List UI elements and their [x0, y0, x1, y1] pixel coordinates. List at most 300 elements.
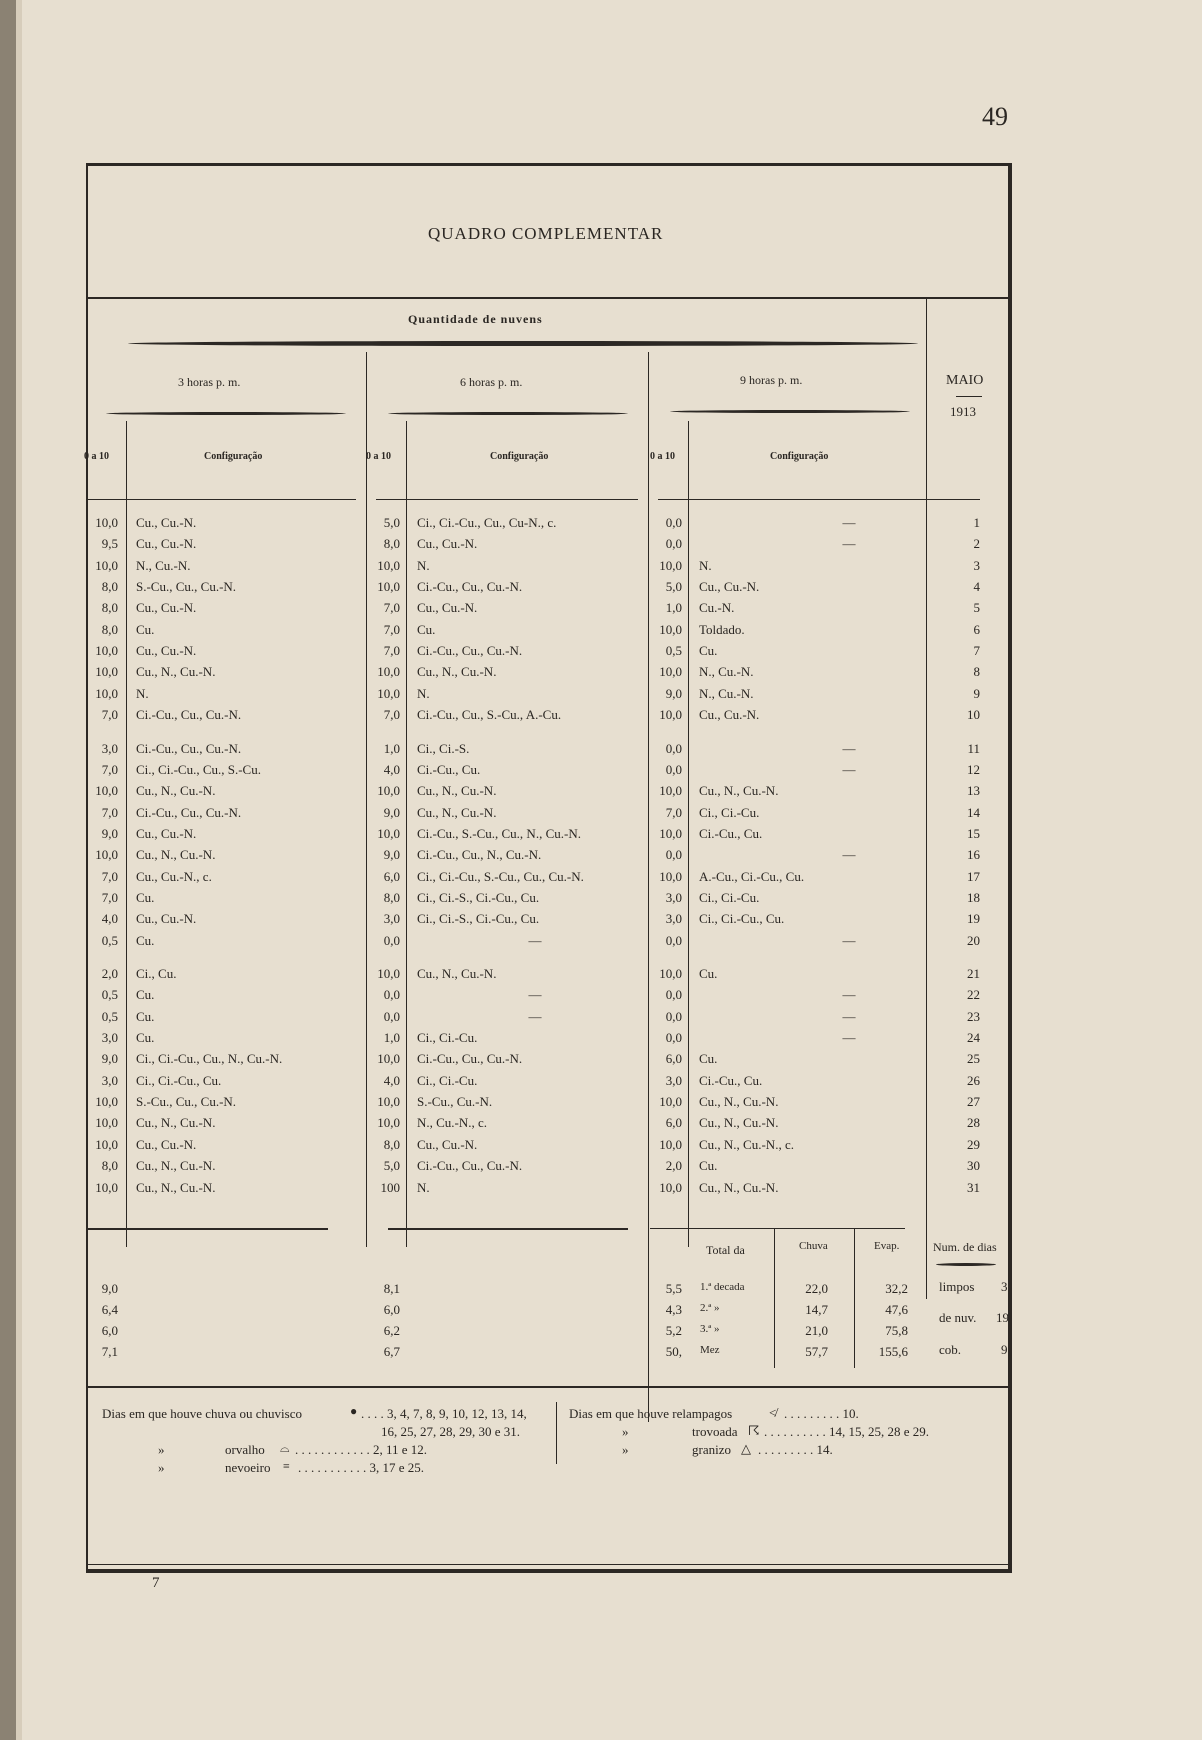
scale-3pm: 10,0 — [95, 783, 118, 799]
config-3pm: Ci.-Cu., Cu., Cu.-N. — [136, 804, 242, 820]
rain-icon: ● — [350, 1404, 358, 1418]
config-6pm: — — [528, 1008, 542, 1024]
scale-3pm: 10,0 — [95, 1136, 118, 1152]
day: 10 — [967, 707, 980, 723]
scale-9pm: 0,0 — [665, 515, 682, 530]
avg-6pm: 8,1 — [383, 1281, 400, 1296]
period-label: 2.ª » — [700, 1302, 720, 1314]
scale-3pm: 0,5 — [101, 1008, 118, 1024]
config-9pm: Ci.-Cu., Cu. — [699, 825, 763, 841]
config-6pm: Ci.-Cu., S.-Cu., Cu., N., Cu.-N. — [417, 825, 581, 841]
rain-total: 57,7 — [805, 1344, 828, 1359]
scale-6pm: 7,0 — [383, 600, 400, 616]
scale-6pm: 10,0 — [377, 783, 400, 799]
page-edge — [16, 0, 22, 1740]
config-3pm: Cu., Cu.-N. — [136, 911, 197, 927]
scale-6pm: 8,0 — [383, 536, 400, 552]
config-6pm: Ci.-Cu., Cu., N., Cu.-N. — [417, 847, 542, 863]
config-6pm: Cu. — [417, 621, 436, 637]
config-3pm: Cu., N., Cu.-N. — [136, 664, 216, 680]
signature-number: 7 — [152, 1575, 160, 1591]
scale-6pm: 10,0 — [377, 1094, 400, 1110]
scale-6pm: 0,0 — [383, 932, 400, 948]
config-9pm: — — [842, 1030, 856, 1046]
col-divider-3 — [688, 421, 689, 1247]
avg-6pm: 6,7 — [383, 1344, 400, 1359]
scale-6pm: 1,0 — [383, 740, 400, 756]
config-9pm: — — [842, 932, 856, 948]
config-3pm: Ci., Ci.-Cu., Cu., N., Cu.-N. — [136, 1051, 283, 1067]
day: 6 — [973, 621, 980, 637]
scale-3pm: 10,0 — [95, 515, 118, 530]
config-6pm: Ci., Ci.-S. — [417, 740, 470, 756]
scale-6pm: 7,0 — [383, 643, 400, 659]
scale-6pm: 7,0 — [383, 707, 400, 723]
foot-rule-1 — [88, 1228, 328, 1230]
col-scale-1: 0 a 10 — [84, 451, 109, 462]
day: 14 — [967, 804, 980, 820]
avg-3pm: 6,0 — [101, 1323, 118, 1338]
group-divider-2 — [648, 352, 649, 1422]
scale-3pm: 7,0 — [101, 804, 118, 820]
period-label: 3.ª » — [700, 1323, 720, 1335]
config-3pm: Ci.-Cu., Cu., Cu.-N. — [136, 740, 242, 756]
head-rule-3 — [658, 499, 980, 500]
evap-total: 47,6 — [885, 1302, 908, 1317]
config-9pm: Cu., Cu.-N. — [699, 707, 760, 723]
scale-3pm: 8,0 — [101, 621, 118, 637]
scale-3pm: 10,0 — [95, 557, 118, 573]
config-3pm: Cu. — [136, 987, 155, 1003]
scale-9pm: 2,0 — [665, 1158, 682, 1174]
day: 18 — [967, 889, 980, 905]
day: 23 — [967, 1008, 980, 1024]
period-rule-2 — [388, 412, 628, 415]
fog-label: nevoeiro — [225, 1460, 271, 1475]
config-6pm: N. — [417, 685, 430, 701]
config-9pm: N. — [699, 557, 712, 573]
rain-total: 14,7 — [805, 1302, 828, 1317]
scale-3pm: 10,0 — [95, 685, 118, 701]
scale-9pm: 9,0 — [665, 685, 682, 701]
config-9pm: — — [842, 536, 856, 552]
scale-6pm: 100 — [380, 1179, 400, 1195]
scale-9pm: 0,0 — [665, 536, 682, 552]
scale-3pm: 3,0 — [101, 1030, 118, 1046]
scale-6pm: 5,0 — [383, 1158, 400, 1174]
days-cloudy-value: 19 — [996, 1310, 1009, 1325]
days-clear-label: limpos — [939, 1279, 975, 1294]
day: 12 — [967, 761, 980, 777]
config-6pm: Ci.-Cu., Cu. — [417, 761, 481, 777]
thunder-quote: » — [622, 1424, 629, 1439]
scale-6pm: 10,0 — [377, 825, 400, 841]
dew-values: . . . . . . . . . . . . 2, 11 e 12. — [295, 1442, 428, 1457]
scale-9pm: 3,0 — [665, 911, 682, 927]
title-rule — [88, 297, 1010, 299]
config-9pm: — — [842, 740, 856, 756]
scale-9pm: 0,0 — [665, 847, 682, 863]
config-3pm: Cu. — [136, 889, 155, 905]
scale-6pm: 8,0 — [383, 889, 400, 905]
day: 17 — [967, 868, 980, 884]
scale-3pm: 3,0 — [101, 1072, 118, 1088]
config-6pm: Ci.-Cu., Cu., Cu.-N. — [417, 1051, 523, 1067]
config-6pm: Cu., Cu.-N. — [417, 1136, 478, 1152]
scale-9pm: 6,0 — [665, 1115, 682, 1131]
config-3pm: N. — [136, 685, 149, 701]
config-6pm: Ci., Ci.-S., Ci.-Cu., Cu. — [417, 911, 540, 927]
table-title: QUADRO COMPLEMENTAR — [428, 224, 664, 243]
avg-9pm: 5,2 — [665, 1323, 682, 1338]
head-rule-1 — [88, 499, 356, 500]
day: 9 — [973, 685, 980, 701]
thunder-icon: ☈ — [748, 1423, 760, 1438]
days-overcast-label: cob. — [939, 1342, 962, 1357]
config-9pm: — — [842, 987, 856, 1003]
scale-6pm: 10,0 — [377, 664, 400, 680]
config-9pm: — — [842, 515, 856, 530]
config-6pm: Ci., Ci.-S., Ci.-Cu., Cu. — [417, 889, 540, 905]
page-number: 49 — [982, 102, 1008, 131]
day: 5 — [973, 600, 980, 616]
day: 27 — [967, 1094, 980, 1110]
config-3pm: Cu., N., Cu.-N. — [136, 1115, 216, 1131]
avg-9pm: 5,5 — [665, 1281, 682, 1296]
scale-9pm: 10,0 — [659, 783, 682, 799]
scale-9pm: 10,0 — [659, 1136, 682, 1152]
scale-3pm: 10,0 — [95, 1115, 118, 1131]
day: 24 — [967, 1030, 980, 1046]
scale-6pm: 6,0 — [383, 868, 400, 884]
scale-9pm: 10,0 — [659, 825, 682, 841]
rain-days-values: . . . . 3, 4, 7, 8, 9, 10, 12, 13, 14, — [361, 1406, 527, 1421]
table-frame — [86, 163, 1012, 1573]
period-label: 1.ª decada — [700, 1281, 745, 1293]
period-label: Mez — [700, 1344, 720, 1356]
scale-9pm: 10,0 — [659, 1094, 682, 1110]
day: 19 — [967, 911, 980, 927]
day: 3 — [973, 557, 980, 573]
dew-quote: » — [158, 1442, 165, 1457]
evap-total: 155,6 — [878, 1344, 908, 1359]
col-config-3: Configuração — [770, 451, 829, 462]
scale-3pm: 10,0 — [95, 664, 118, 680]
config-3pm: Ci., Ci.-Cu., Cu., S.-Cu. — [136, 761, 261, 777]
scale-6pm: 8,0 — [383, 1136, 400, 1152]
inner-bottom-rule — [88, 1564, 1010, 1565]
config-3pm: Cu., Cu.-N. — [136, 643, 197, 659]
day: 7 — [973, 643, 980, 659]
config-3pm: Cu., Cu.-N. — [136, 536, 197, 552]
col-scale-2: 0 a 10 — [366, 451, 391, 462]
config-9pm: N., Cu.-N. — [699, 685, 754, 701]
col-scale-3: 0 a 10 — [650, 451, 675, 462]
config-3pm: Cu., Cu.-N. — [136, 825, 197, 841]
config-6pm: Ci.-Cu., Cu., S.-Cu., A.-Cu. — [417, 707, 562, 723]
config-9pm: N., Cu.-N. — [699, 664, 754, 680]
scale-9pm: 3,0 — [665, 1072, 682, 1088]
rain-days-cont: 16, 25, 27, 28, 29, 30 e 31. — [381, 1424, 521, 1439]
config-9pm: Ci., Ci.-Cu. — [699, 889, 760, 905]
scale-9pm: 10,0 — [659, 621, 682, 637]
month-label: MAIO — [946, 373, 984, 388]
config-9pm: Toldado. — [699, 621, 745, 637]
dew-icon: ⌓ — [280, 1441, 290, 1455]
config-9pm: — — [842, 847, 856, 863]
config-9pm: Cu., N., Cu.-N. — [699, 1115, 779, 1131]
avg-6pm: 6,0 — [383, 1302, 400, 1317]
foot-rule-2 — [388, 1228, 628, 1230]
config-6pm: Cu., Cu.-N. — [417, 600, 478, 616]
day: 30 — [967, 1158, 980, 1174]
total-da-header: Total da — [706, 1243, 745, 1257]
hail-label: granizo — [692, 1442, 731, 1457]
avg-3pm: 9,0 — [101, 1281, 118, 1296]
scale-9pm: 10,0 — [659, 1179, 682, 1195]
day: 21 — [967, 966, 980, 981]
fog-values: . . . . . . . . . . . 3, 17 e 25. — [298, 1460, 425, 1475]
scale-3pm: 0,5 — [101, 932, 118, 948]
chuva-header: Chuva — [799, 1240, 828, 1252]
scale-3pm: 8,0 — [101, 600, 118, 616]
config-6pm: Cu., Cu.-N. — [417, 536, 478, 552]
day: 15 — [967, 825, 980, 841]
thunder-values: . . . . . . . . . . 14, 15, 25, 28 e 29. — [764, 1424, 930, 1439]
config-3pm: Cu. — [136, 1030, 155, 1046]
scale-6pm: 0,0 — [383, 1008, 400, 1024]
config-9pm: — — [842, 1008, 856, 1024]
totals-divider-1 — [774, 1228, 775, 1368]
period-rule-3 — [670, 410, 910, 413]
hail-icon: △ — [741, 1441, 751, 1456]
scale-9pm: 6,0 — [665, 1051, 682, 1067]
scale-6pm: 10,0 — [377, 966, 400, 981]
scale-3pm: 7,0 — [101, 761, 118, 777]
config-6pm: Cu., N., Cu.-N. — [417, 966, 497, 981]
period-3pm: 3 horas p. m. — [178, 375, 241, 389]
scale-6pm: 4,0 — [383, 761, 400, 777]
config-9pm: Cu. — [699, 1051, 718, 1067]
config-3pm: Cu., N., Cu.-N. — [136, 783, 216, 799]
lightning-label: Dias em que houve relampagos — [569, 1406, 733, 1421]
scale-3pm: 9,0 — [101, 1051, 118, 1067]
config-6pm: Ci.-Cu., Cu., Cu.-N. — [417, 579, 523, 595]
scale-9pm: 0,0 — [665, 761, 682, 777]
config-3pm: Cu. — [136, 932, 155, 948]
clouds-heading: Quantidade de nuvens — [408, 312, 543, 326]
config-3pm: Ci.-Cu., Cu., Cu.-N. — [136, 707, 242, 723]
config-6pm: — — [528, 932, 542, 948]
rain-total: 21,0 — [805, 1323, 828, 1338]
day: 28 — [967, 1115, 980, 1131]
days-clear-value: 3 — [1001, 1279, 1008, 1294]
rain-days-label: Dias em que houve chuva ou chuvisco — [102, 1406, 303, 1421]
day: 31 — [967, 1179, 980, 1195]
day: 22 — [967, 987, 980, 1003]
scale-9pm: 0,0 — [665, 1030, 682, 1046]
config-6pm: Cu., N., Cu.-N. — [417, 804, 497, 820]
col-config-1: Configuração — [204, 451, 263, 462]
scale-6pm: 9,0 — [383, 847, 400, 863]
config-6pm: — — [528, 987, 542, 1003]
scale-3pm: 7,0 — [101, 707, 118, 723]
clouds-rule — [128, 341, 918, 346]
config-3pm: Ci., Cu. — [136, 966, 177, 981]
fog-icon: ≡ — [283, 1459, 290, 1473]
avg-3pm: 6,4 — [101, 1302, 118, 1317]
scale-6pm: 9,0 — [383, 804, 400, 820]
scale-6pm: 4,0 — [383, 1072, 400, 1088]
scale-3pm: 0,5 — [101, 987, 118, 1003]
config-3pm: S.-Cu., Cu., Cu.-N. — [136, 1094, 237, 1110]
config-3pm: Cu., Cu.-N. — [136, 515, 197, 530]
scale-9pm: 3,0 — [665, 889, 682, 905]
group-divider-1 — [366, 352, 367, 1247]
avg-6pm: 6,2 — [383, 1323, 400, 1338]
evap-header: Evap. — [874, 1240, 900, 1252]
avg-9pm: 4,3 — [665, 1302, 682, 1317]
scale-6pm: 10,0 — [377, 579, 400, 595]
config-9pm: Cu., N., Cu.-N. — [699, 1179, 779, 1195]
num-dias-rule — [936, 1263, 996, 1266]
scale-3pm: 10,0 — [95, 847, 118, 863]
scale-3pm: 10,0 — [95, 643, 118, 659]
config-6pm: Cu., N., Cu.-N. — [417, 664, 497, 680]
year-label: 1913 — [950, 404, 976, 419]
foot-rule-3 — [650, 1228, 905, 1229]
config-6pm: N. — [417, 557, 430, 573]
config-9pm: — — [842, 761, 856, 777]
days-overcast-value: 9 — [1001, 1342, 1008, 1357]
config-3pm: S.-Cu., Cu., Cu.-N. — [136, 579, 237, 595]
config-9pm: Cu.-N. — [699, 600, 735, 616]
lightning-icon: ≮ — [769, 1405, 777, 1420]
scale-3pm: 4,0 — [101, 911, 118, 927]
avg-3pm: 7,1 — [101, 1344, 118, 1359]
config-9pm: Cu., Cu.-N. — [699, 579, 760, 595]
config-3pm: Cu. — [136, 621, 155, 637]
scale-6pm: 10,0 — [377, 685, 400, 701]
period-6pm: 6 horas p. m. — [460, 375, 523, 389]
lightning-values: . . . . . . . . . 10. — [784, 1406, 859, 1421]
scale-9pm: 10,0 — [659, 868, 682, 884]
config-9pm: A.-Cu., Ci.-Cu., Cu. — [699, 868, 805, 884]
col-divider-1 — [126, 421, 127, 1247]
scale-3pm: 9,0 — [101, 825, 118, 841]
config-3pm: Cu., N., Cu.-N. — [136, 1179, 216, 1195]
scale-6pm: 0,0 — [383, 987, 400, 1003]
config-3pm: Cu., N., Cu.-N. — [136, 847, 216, 863]
config-9pm: Ci.-Cu., Cu. — [699, 1072, 763, 1088]
config-3pm: Cu., N., Cu.-N. — [136, 1158, 216, 1174]
scale-3pm: 9,5 — [101, 536, 118, 552]
config-6pm: N. — [417, 1179, 430, 1195]
config-9pm: Cu. — [699, 966, 718, 981]
scale-3pm: 8,0 — [101, 579, 118, 595]
config-6pm: Ci., Ci.-Cu., S.-Cu., Cu., Cu.-N. — [417, 868, 584, 884]
day: 20 — [967, 932, 980, 948]
config-3pm: Ci., Ci.-Cu., Cu. — [136, 1072, 222, 1088]
book-spine — [0, 0, 16, 1740]
scale-9pm: 10,0 — [659, 664, 682, 680]
notes-divider — [556, 1402, 557, 1464]
period-rule-1 — [106, 412, 346, 415]
scale-9pm: 0,0 — [665, 740, 682, 756]
thunder-label: trovoada — [692, 1424, 738, 1439]
head-rule-2 — [376, 499, 638, 500]
config-3pm: Cu., Cu.-N. — [136, 600, 197, 616]
config-9pm: Cu., N., Cu.-N., c. — [699, 1136, 794, 1152]
notes-rule — [88, 1386, 1010, 1388]
scale-9pm: 10,0 — [659, 707, 682, 723]
config-6pm: N., Cu.-N., c. — [417, 1115, 488, 1131]
day: 2 — [973, 536, 980, 552]
scale-6pm: 10,0 — [377, 1051, 400, 1067]
config-3pm: Cu., Cu.-N. — [136, 1136, 197, 1152]
evap-total: 32,2 — [885, 1281, 908, 1296]
scale-9pm: 0,0 — [665, 987, 682, 1003]
day: 8 — [973, 664, 980, 680]
config-6pm: Ci., Ci.-Cu. — [417, 1030, 478, 1046]
scale-9pm: 0,0 — [665, 932, 682, 948]
config-9pm: Cu. — [699, 643, 718, 659]
day: 29 — [967, 1136, 980, 1152]
day: 26 — [967, 1072, 980, 1088]
scale-6pm: 3,0 — [383, 911, 400, 927]
month-rule — [956, 396, 982, 397]
fog-quote: » — [158, 1460, 165, 1475]
config-6pm: S.-Cu., Cu.-N. — [417, 1094, 493, 1110]
day: 16 — [967, 847, 980, 863]
scale-9pm: 1,0 — [665, 600, 682, 616]
rain-total: 22,0 — [805, 1281, 828, 1296]
config-6pm: Ci.-Cu., Cu., Cu.-N. — [417, 1158, 523, 1174]
scale-9pm: 10,0 — [659, 966, 682, 981]
totals-divider-2 — [854, 1228, 855, 1368]
scale-9pm: 7,0 — [665, 804, 682, 820]
col-config-2: Configuração — [490, 451, 549, 462]
config-6pm: Ci.-Cu., Cu., Cu.-N. — [417, 643, 523, 659]
scale-9pm: 0,0 — [665, 1008, 682, 1024]
config-3pm: Cu. — [136, 1008, 155, 1024]
scale-6pm: 10,0 — [377, 1115, 400, 1131]
config-3pm: N., Cu.-N. — [136, 557, 191, 573]
scale-3pm: 7,0 — [101, 889, 118, 905]
scale-9pm: 5,0 — [665, 579, 682, 595]
config-6pm: Ci., Ci.-Cu., Cu., Cu-N., c. — [417, 515, 557, 530]
day: 1 — [973, 515, 980, 530]
period-9pm: 9 horas p. m. — [740, 373, 803, 387]
month-divider — [926, 299, 927, 1299]
scale-9pm: 10,0 — [659, 557, 682, 573]
config-9pm: Ci., Ci.-Cu. — [699, 804, 760, 820]
avg-9pm: 50, — [665, 1344, 682, 1359]
config-9pm: Cu. — [699, 1158, 718, 1174]
scale-6pm: 5,0 — [383, 515, 400, 530]
scale-3pm: 8,0 — [101, 1158, 118, 1174]
dew-label: orvalho — [225, 1442, 265, 1457]
day: 11 — [967, 740, 980, 756]
config-3pm: Cu., Cu.-N., c. — [136, 868, 212, 884]
scale-6pm: 10,0 — [377, 557, 400, 573]
days-cloudy-label: de nuv. — [939, 1310, 977, 1325]
col-divider-2 — [406, 421, 407, 1247]
scale-3pm: 10,0 — [95, 1179, 118, 1195]
day: 13 — [967, 783, 980, 799]
config-6pm: Ci., Ci.-Cu. — [417, 1072, 478, 1088]
day: 25 — [967, 1051, 980, 1067]
